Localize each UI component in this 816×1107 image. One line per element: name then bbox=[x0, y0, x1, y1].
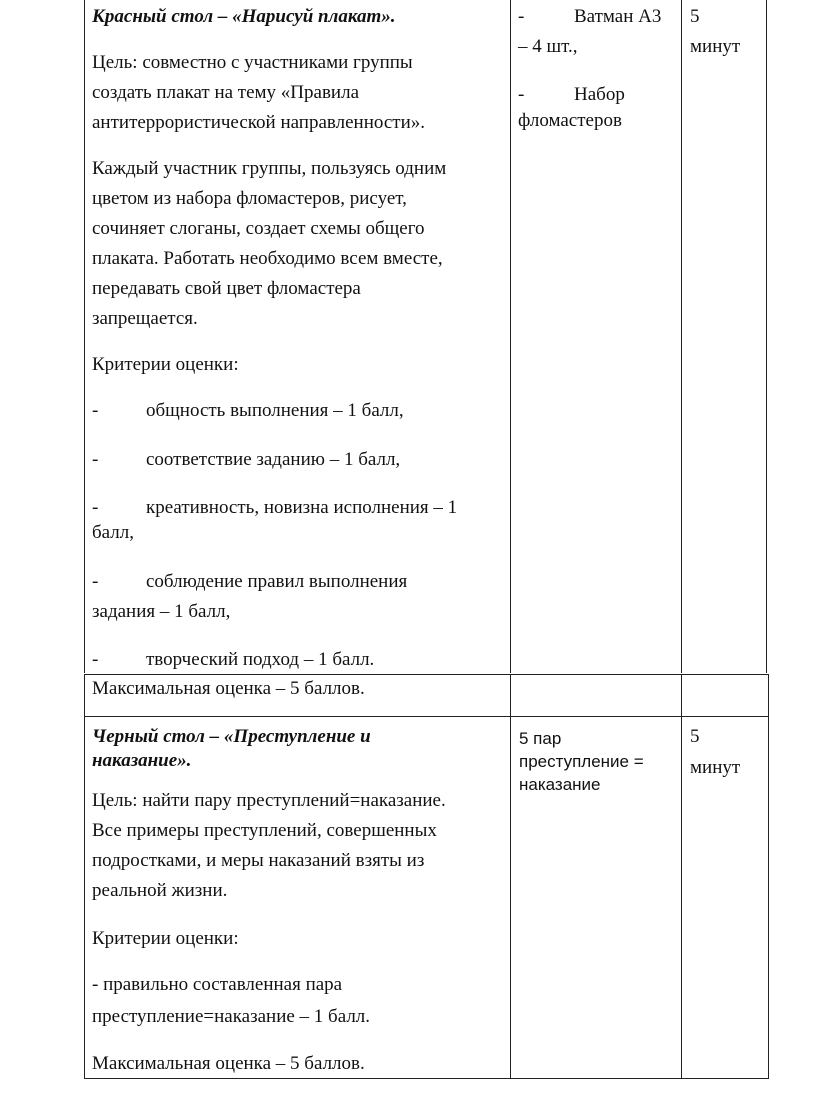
black-goal-line-3: подростками, и меры наказаний взяты из bbox=[92, 850, 425, 871]
red-criterion-1: общность выполнения – 1 балл, bbox=[146, 400, 404, 421]
table-border-top-left bbox=[84, 0, 85, 673]
black-materials-line-2: преступление = bbox=[519, 752, 644, 771]
row-divider-page bbox=[84, 674, 769, 675]
table-border-bottom bbox=[84, 1078, 769, 1079]
red-goal-line-2: создать плакат на тему «Правила bbox=[92, 82, 360, 103]
black-materials-line-3: наказание bbox=[519, 775, 601, 794]
col-divider-3b bbox=[768, 674, 769, 1079]
red-criterion-2-dash: - bbox=[92, 449, 99, 470]
red-materials-item-1: Ватман А3 bbox=[574, 6, 662, 27]
red-criterion-2: соответствие заданию – 1 балл, bbox=[146, 449, 401, 470]
red-criterion-5: творческий подход – 1 балл. bbox=[146, 649, 375, 670]
red-table-title: Красный стол – «Нарисуй плакат». bbox=[92, 6, 396, 27]
red-max-score: Максимальная оценка – 5 баллов. bbox=[92, 678, 365, 699]
red-materials-item-2: Набор bbox=[574, 84, 625, 105]
red-desc-line-4: плаката. Работать необходимо всем вместе, bbox=[92, 248, 443, 269]
red-goal-line-1: Цель: совместно с участниками группы bbox=[92, 52, 413, 73]
black-max-score: Максимальная оценка – 5 баллов. bbox=[92, 1053, 365, 1074]
col-divider-1b bbox=[510, 674, 511, 1079]
red-desc-line-2: цветом из набора фломастеров, рисует, bbox=[92, 188, 407, 209]
red-desc-line-3: сочиняет слоганы, создает схемы общего bbox=[92, 218, 425, 239]
red-goal-line-3: антитеррористической направленности». bbox=[92, 112, 426, 133]
black-table-title-line-2: наказание». bbox=[92, 750, 192, 771]
red-desc-line-5: передавать свой цвет фломастера bbox=[92, 278, 361, 299]
red-materials-dash-1: - bbox=[518, 6, 525, 27]
col-divider-2b bbox=[681, 674, 682, 1079]
red-materials-dash-2: - bbox=[518, 84, 525, 105]
col-divider-3a bbox=[766, 0, 767, 673]
black-materials-line-1: 5 пар bbox=[519, 729, 562, 748]
red-criterion-4-dash: - bbox=[92, 571, 99, 592]
red-time-unit: минут bbox=[690, 36, 741, 57]
black-time-unit: минут bbox=[690, 757, 741, 778]
black-time-value: 5 bbox=[690, 726, 700, 747]
red-desc-line-6: запрещается. bbox=[92, 308, 198, 329]
black-goal-line-4: реальной жизни. bbox=[92, 880, 228, 901]
red-criterion-3-dash: - bbox=[92, 497, 99, 518]
red-materials-item-1-cont: – 4 шт., bbox=[518, 36, 578, 57]
black-goal-line-1: Цель: найти пару преступлений=наказание. bbox=[92, 790, 446, 811]
black-criteria-label: Критерии оценки: bbox=[92, 928, 239, 949]
row-divider-2 bbox=[84, 716, 769, 717]
col-divider-1a bbox=[510, 0, 511, 673]
red-criterion-5-dash: - bbox=[92, 649, 99, 670]
red-criterion-4: соблюдение правил выполнения bbox=[146, 571, 408, 592]
red-materials-item-2-cont: фломастеров bbox=[518, 110, 622, 131]
border-left-b bbox=[84, 674, 85, 1079]
col-divider-2a bbox=[681, 0, 682, 673]
black-table-title-line-1: Черный стол – «Преступление и bbox=[92, 726, 371, 747]
red-criterion-1-dash: - bbox=[92, 400, 99, 421]
red-criterion-4-cont: задания – 1 балл, bbox=[92, 601, 231, 622]
red-criterion-3-cont: балл, bbox=[92, 522, 134, 543]
red-time-value: 5 bbox=[690, 6, 700, 27]
red-criteria-label: Критерии оценки: bbox=[92, 354, 239, 375]
black-criterion-line-1: - правильно составленная пара bbox=[92, 974, 343, 995]
black-goal-line-2: Все примеры преступлений, совершенных bbox=[92, 820, 437, 841]
red-criterion-3: креативность, новизна исполнения – 1 bbox=[146, 497, 458, 518]
red-desc-line-1: Каждый участник группы, пользуясь одним bbox=[92, 158, 447, 179]
black-criterion-line-2: преступление=наказание – 1 балл. bbox=[92, 1006, 371, 1027]
